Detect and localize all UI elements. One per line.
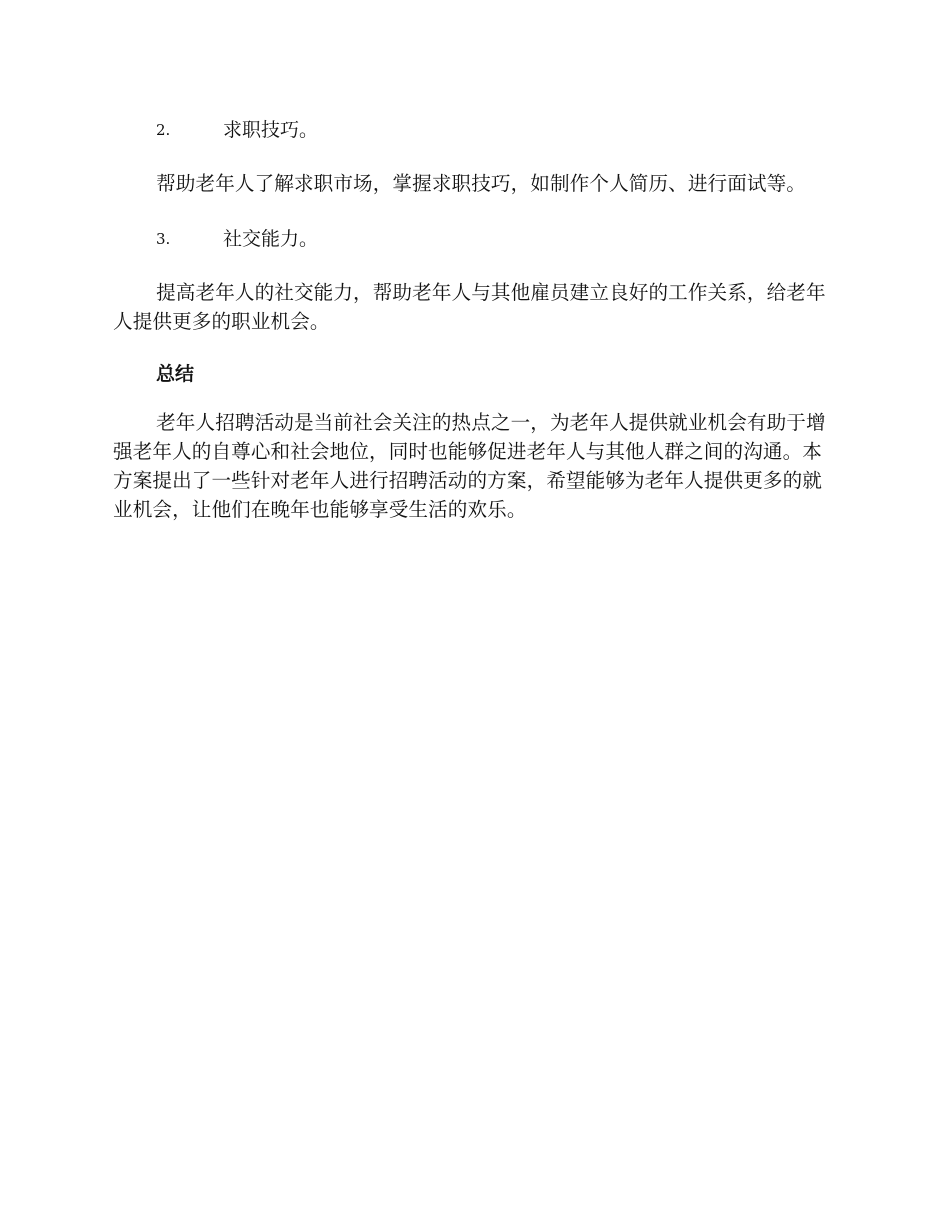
- list-number: 2.: [156, 121, 171, 139]
- list-title: 社交能力。: [223, 228, 319, 250]
- list-item-social-skills: [113, 220, 833, 258]
- list-title: 求职技巧。: [223, 119, 319, 141]
- document-content: [113, 111, 833, 524]
- paragraph-social-skills: 提高老年人的社交能力，帮助老年人与其他雇员建立良好的工作关系，给老年人提供更多的职业机会。: [113, 281, 826, 333]
- paragraph-job-skills: 帮助老年人了解求职市场，掌握求职技巧，如制作个人简历、进行面试等。: [156, 172, 807, 195]
- list-number: 3.: [156, 230, 171, 248]
- section-heading-summary: 总结: [156, 363, 195, 385]
- paragraph-summary: 老年人招聘活动是当前社会关注的热点之一，为老年人提供就业机会有助于增强老年人的自尊心和社会地位，同时也能够促进老年人与其他人群之间的沟通。本方案提出了一些针对老年人进行招聘活动的方案，希望能够为老年人提供更多的就业机会，让他们在晚年也能够享受生活的欢乐。: [113, 411, 826, 521]
- list-item-job-skills: [113, 111, 833, 149]
